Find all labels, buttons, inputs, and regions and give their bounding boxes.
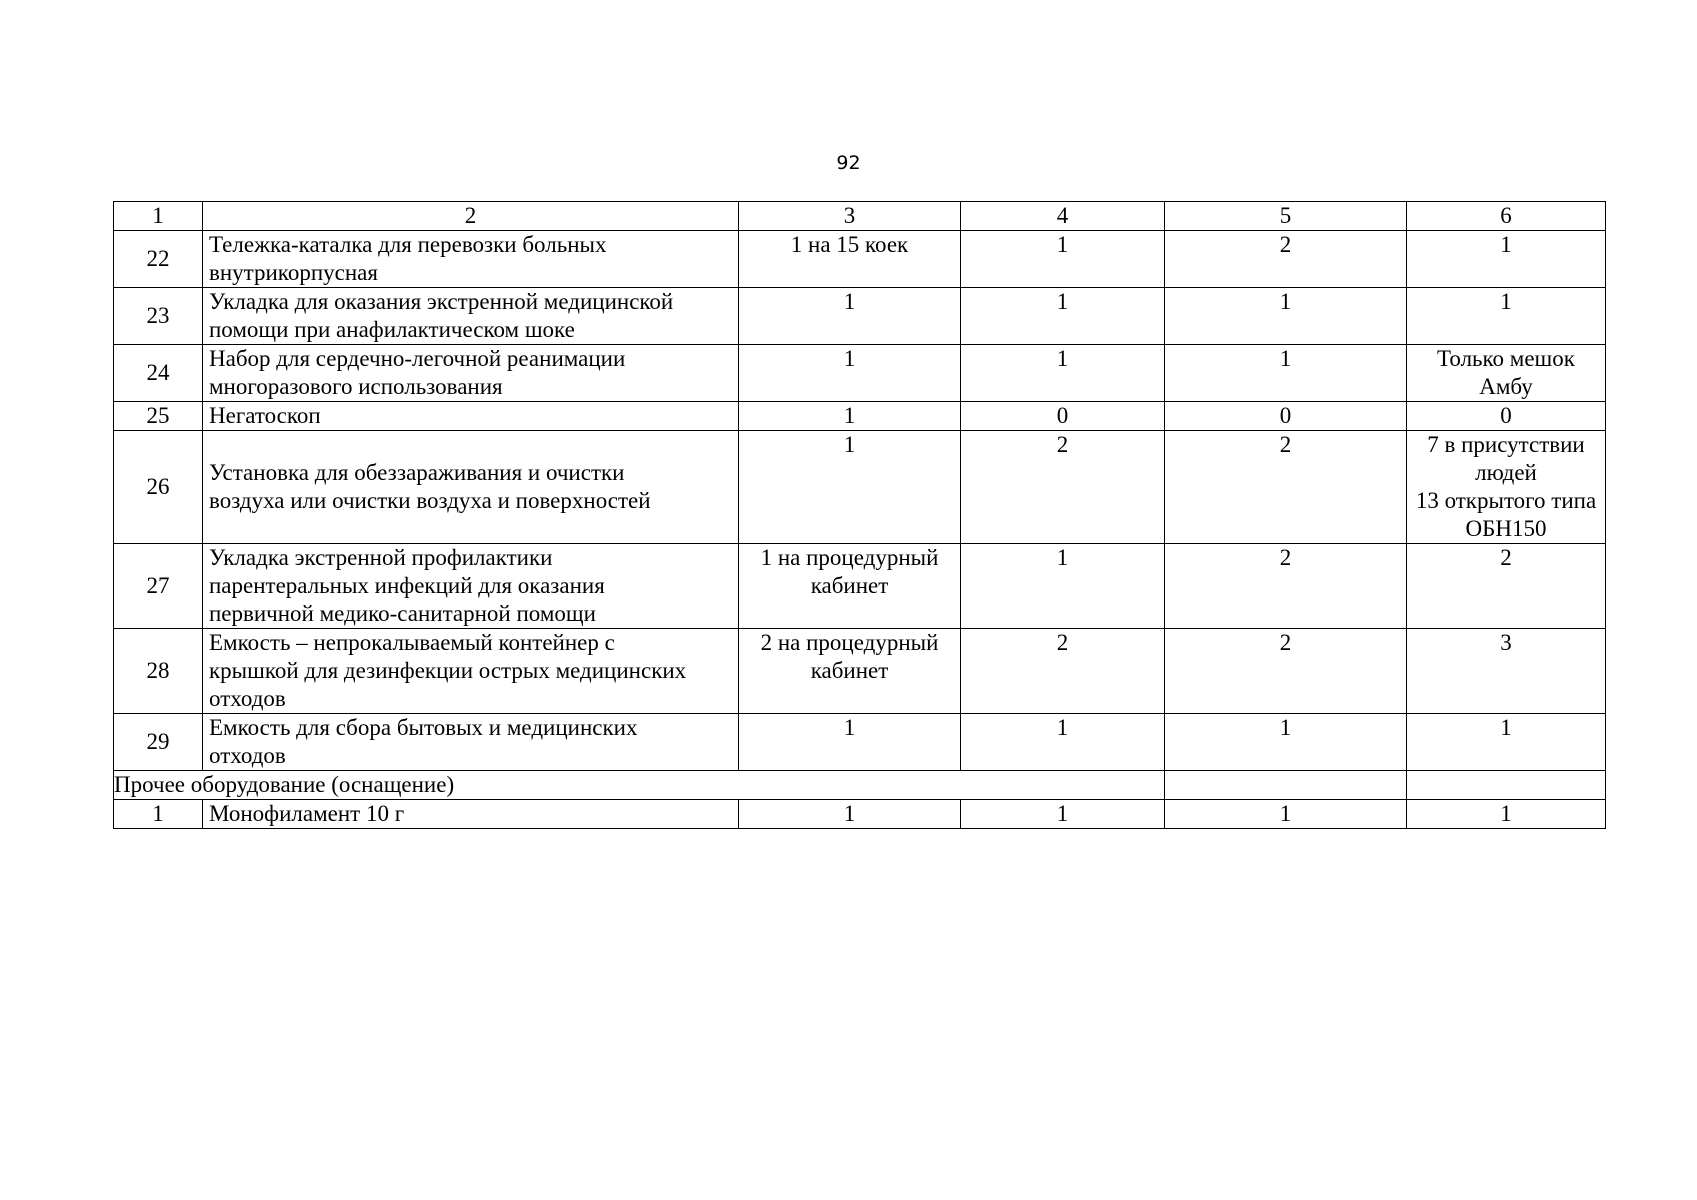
col4-value: 1 xyxy=(961,714,1165,771)
col5-value: 2 xyxy=(1165,431,1407,544)
item-name: Укладка для оказания экстренной медицинской помощи при анафилактическом шоке xyxy=(203,288,739,345)
row-number: 23 xyxy=(114,288,203,345)
table-row xyxy=(114,402,1606,431)
col6-value: 1 xyxy=(1407,800,1606,829)
item-name: Набор для сердечно-легочной реанимации многоразового использования xyxy=(203,345,739,402)
table-row xyxy=(114,544,1606,629)
col6-value: 2 xyxy=(1407,544,1606,629)
col3-value: 1 xyxy=(739,800,961,829)
table-row xyxy=(114,629,1606,714)
col5-value: 1 xyxy=(1165,800,1407,829)
col5-value: 2 xyxy=(1165,544,1407,629)
table-row xyxy=(114,800,1606,829)
col3-value: 1 xyxy=(739,345,961,402)
header-cell-1: 1 xyxy=(114,202,203,231)
item-name: Емкость – непрокалываемый контейнер с крышкой для дезинфекции острых медицинских отходов xyxy=(203,629,739,714)
row-number: 22 xyxy=(114,231,203,288)
col5-value: 2 xyxy=(1165,629,1407,714)
header-cell-2: 2 xyxy=(203,202,739,231)
col5-value: 2 xyxy=(1165,231,1407,288)
col6-value: 7 в присутствии людей 13 открытого типа ОБН150 xyxy=(1407,431,1606,544)
col4-value: 2 xyxy=(961,629,1165,714)
header-cell-6: 6 xyxy=(1407,202,1606,231)
col4-value: 1 xyxy=(961,345,1165,402)
col3-value: 1 xyxy=(739,431,961,544)
col4-value: 1 xyxy=(961,544,1165,629)
item-name: Негатоскоп xyxy=(203,402,739,431)
col3-value: 1 на процедурный кабинет xyxy=(739,544,961,629)
col6-value: 1 xyxy=(1407,231,1606,288)
header-cell-5: 5 xyxy=(1165,202,1407,231)
row-number: 24 xyxy=(114,345,203,402)
col3-value: 2 на процедурный кабинет xyxy=(739,629,961,714)
col4-value: 1 xyxy=(961,288,1165,345)
row-number: 1 xyxy=(114,800,203,829)
col6-value: 3 xyxy=(1407,629,1606,714)
page-number: 92 xyxy=(836,152,861,174)
row-number: 25 xyxy=(114,402,203,431)
col5-value: 0 xyxy=(1165,402,1407,431)
table-row xyxy=(114,714,1606,771)
item-name: Тележка-каталка для перевозки больных внутрикорпусная xyxy=(203,231,739,288)
row-number: 27 xyxy=(114,544,203,629)
item-name: Установка для обеззараживания и очистки воздуха или очистки воздуха и поверхностей xyxy=(203,431,739,544)
col3-value: 1 на 15 коек xyxy=(739,231,961,288)
col5-value: 1 xyxy=(1165,345,1407,402)
col6-value: 0 xyxy=(1407,402,1606,431)
equipment-table xyxy=(113,201,1606,829)
table-row xyxy=(114,345,1606,402)
header-cell-4: 4 xyxy=(961,202,1165,231)
col3-value: 1 xyxy=(739,402,961,431)
row-number: 26 xyxy=(114,431,203,544)
header-row xyxy=(114,202,1606,231)
row-number: 29 xyxy=(114,714,203,771)
item-name: Монофиламент 10 г xyxy=(203,800,739,829)
table-row xyxy=(114,231,1606,288)
col4-value: 1 xyxy=(961,231,1165,288)
col5-value: 1 xyxy=(1165,714,1407,771)
col6-value: 1 xyxy=(1407,288,1606,345)
row-number: 28 xyxy=(114,629,203,714)
col3-value: 1 xyxy=(739,714,961,771)
col6-value: Только мешок Амбу xyxy=(1407,345,1606,402)
header-cell-3: 3 xyxy=(739,202,961,231)
table-row xyxy=(114,431,1606,544)
col6-value: 1 xyxy=(1407,714,1606,771)
col4-value: 2 xyxy=(961,431,1165,544)
section-empty-cell xyxy=(1165,771,1407,800)
col5-value: 1 xyxy=(1165,288,1407,345)
item-name: Емкость для сбора бытовых и медицинских отходов xyxy=(203,714,739,771)
col4-value: 0 xyxy=(961,402,1165,431)
section-title: Прочее оборудование (оснащение) xyxy=(114,771,1165,800)
table-row xyxy=(114,288,1606,345)
section-header-row xyxy=(114,771,1606,800)
col3-value: 1 xyxy=(739,288,961,345)
col4-value: 1 xyxy=(961,800,1165,829)
section-empty-cell xyxy=(1407,771,1606,800)
item-name: Укладка экстренной профилактики парентеральных инфекций для оказания первичной медико-санитарной помощи xyxy=(203,544,739,629)
